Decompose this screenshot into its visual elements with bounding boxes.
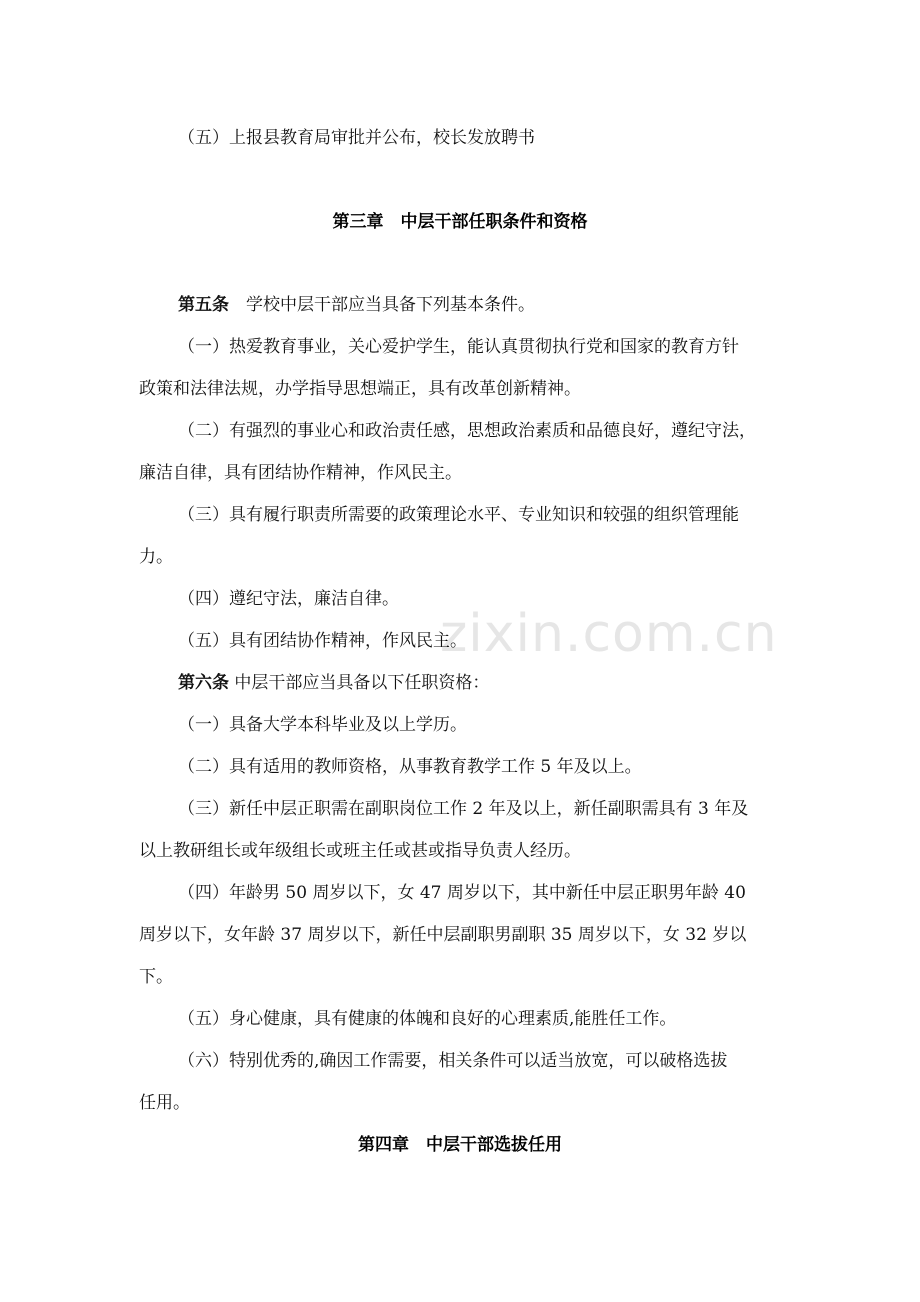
paragraph-line: 政策和法律法规，办学指导思想端正，具有改革创新精神。 (139, 379, 581, 399)
article-five-label: 第五条 (178, 295, 229, 315)
paragraph-line: 廉洁自律，具有团结协作精神，作风民主。 (139, 463, 462, 483)
chapter-three-title: 第三章 中层干部任职条件和资格 (332, 212, 588, 232)
paragraph-line: （一）具备大学本科毕业及以上学历。 (178, 715, 467, 735)
paragraph-line: （四）年龄男 50 周岁以下，女 47 周岁以下，其中新任中层正职男年龄 40 (178, 883, 746, 903)
paragraph-line: （三）具有履行职责所需要的政策理论水平、专业知识和较强的组织管理能 (178, 505, 739, 525)
article-five (178, 293, 535, 317)
paragraph-line: （一）热爱教育事业，关心爱护学生，能认真贯彻执行党和国家的教育方针 (178, 337, 739, 357)
paragraph-line: （五）上报县教育局审批并公布，校长发放聘书 (178, 128, 535, 148)
paragraph-line: 力。 (139, 547, 173, 567)
article-five-text: 学校中层干部应当具备下列基本条件。 (229, 295, 535, 315)
article-six-text: 中层干部应当具备以下任职资格： (229, 673, 490, 693)
paragraph-line: （二）有强烈的事业心和政治责任感，思想政治素质和品德良好，遵纪守法， (178, 421, 756, 441)
paragraph-line: （五）具有团结协作精神，作风民主。 (178, 631, 467, 651)
paragraph-line: 下。 (139, 967, 173, 987)
paragraph-line: （四）遵纪守法，廉洁自律。 (178, 589, 399, 609)
paragraph-line: 周岁以下，女年龄 37 周岁以下，新任中层副职男副职 35 周岁以下，女 32 岁以 (139, 925, 747, 945)
paragraph-line: 任用。 (139, 1093, 190, 1113)
article-six (178, 671, 489, 695)
article-six-label: 第六条 (178, 673, 229, 693)
watermark-text: zixin.com.cn (440, 604, 778, 664)
chapter-four-title: 第四章 中层干部选拔任用 (358, 1135, 562, 1155)
paragraph-line: （五）身心健康，具有健康的体魄和良好的心理素质,能胜任工作。 (178, 1009, 677, 1029)
paragraph-line: （三）新任中层正职需在副职岗位工作 2 年及以上，新任副职需具有 3 年及 (178, 799, 749, 819)
paragraph-line: 以上教研组长或年级组长或班主任或甚或指导负责人经历。 (139, 841, 581, 861)
paragraph-line: （六）特别优秀的,确因工作需要，相关条件可以适当放宽，可以破格选拔 (178, 1051, 728, 1071)
paragraph-line: （二）具有适用的教师资格，从事教育教学工作 5 年及以上。 (178, 757, 642, 777)
